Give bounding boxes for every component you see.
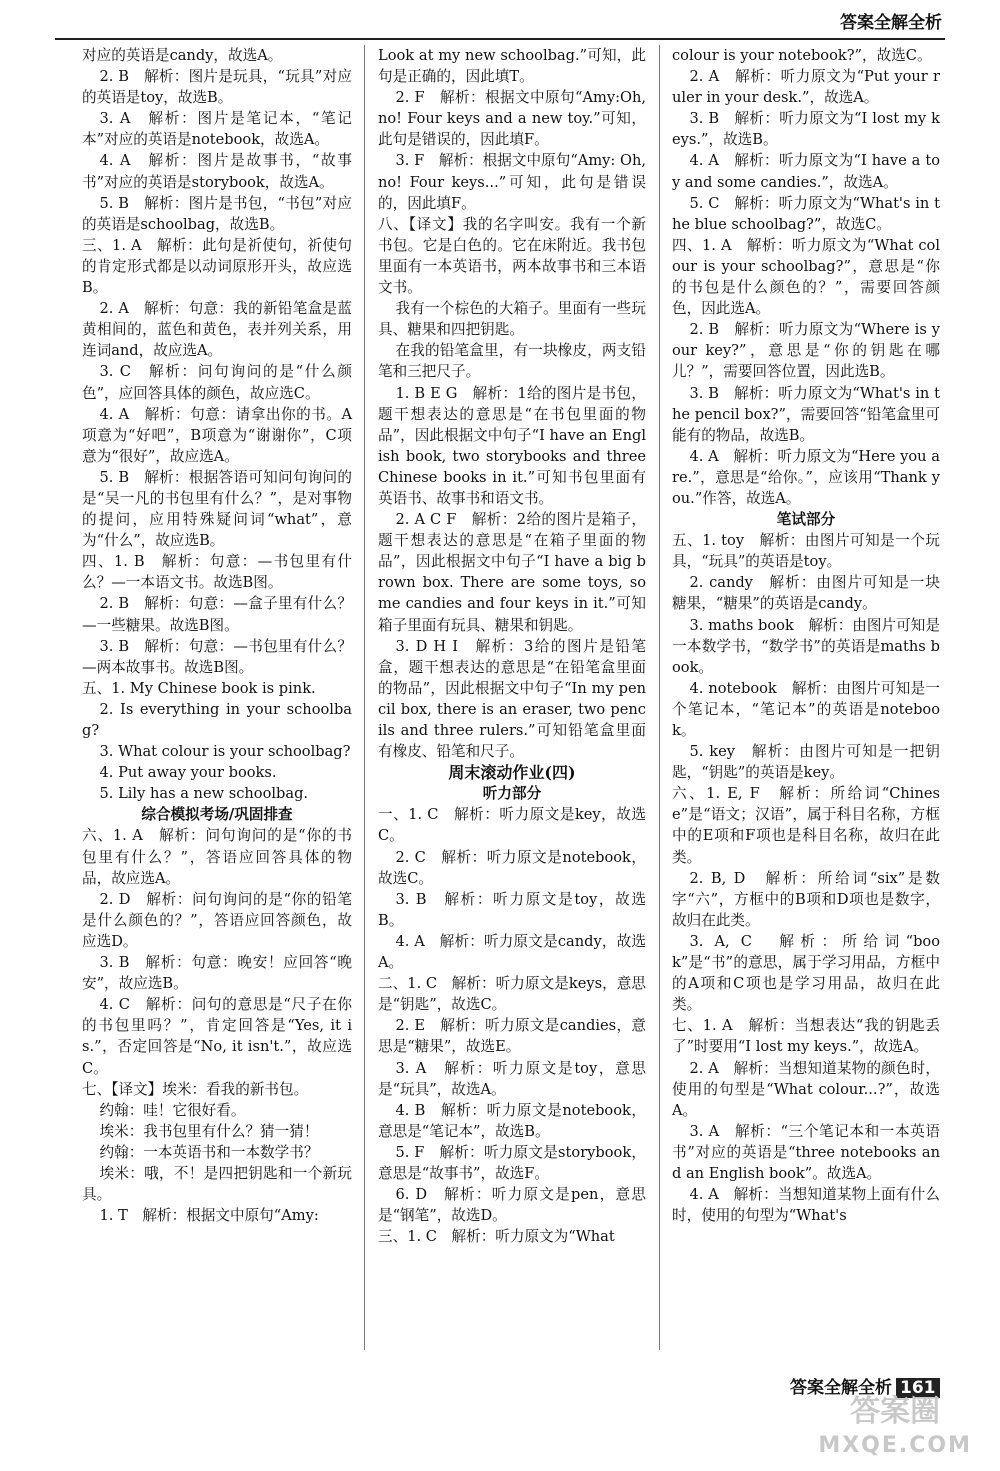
- answer-item: 5. F 解析：听力原文是storybook，意思是“故事书”，故选F。: [378, 1143, 646, 1182]
- answer-column-2: [378, 45, 646, 1247]
- answer-item: 5. Lily has a new schoolbag.: [99, 785, 309, 803]
- answer-item: 3. B 解析：句意：—书包里有什么？—两本故事书。故选B图。: [82, 637, 352, 676]
- answer-item: 5. B 解析：图片是书包，“书包”对应的英语是schoolbag，故选B。: [82, 194, 352, 233]
- answer-item: 2. D 解析：问句询问的是“你的铅笔是什么颜色的？”，答语应回答颜色，故应选D。: [82, 890, 352, 950]
- answer-item: 二、1. C 解析：听力原文是keys，意思是“钥匙”，故选C。: [378, 975, 646, 1014]
- answer-line: colour is your notebook?”，故选C。: [672, 47, 932, 64]
- section-subtitle: 笔试部分: [776, 511, 836, 529]
- answer-item: 5. key 解析：由图片可知是一把钥匙，“钥匙”的英语是key。: [672, 743, 940, 782]
- answer-item: 4. Put away your books.: [99, 764, 277, 782]
- answer-item: 一、1. C 解析：听力原文是key，故选C。: [378, 806, 646, 845]
- answer-item: 2. C 解析：听力原文是notebook，故选C。: [378, 848, 646, 887]
- answer-item: 埃米：哦，不！是四把钥匙和一个新玩具。: [82, 1164, 352, 1204]
- section-heading: 综合模拟考场/巩固排查: [141, 806, 293, 824]
- answer-item: 3. D H I 解析：3给的图片是铅笔盒，题干想表达的意思是“在铅笔盒里面的物品”，因此根据文中句子“In my pencil box, there is an eraser, two pencils and three rulers.”可知铅笔盒里面有橡皮、铅笔和尺子。: [378, 637, 646, 761]
- answer-item: 4. B 解析：听力原文是notebook，意思是“笔记本”，故选B。: [378, 1101, 646, 1140]
- answer-item: 四、1. A 解析：听力原文为“What colour is your schoolbag?”，意思是“你的书包是什么颜色的？”，需要回答颜色，因此选A。: [672, 236, 940, 318]
- answer-item: 2. candy 解析：由图片可知是一块糖果，“糖果”的英语是candy。: [672, 574, 940, 613]
- answer-item: 4. A 解析：听力原文为“I have a toy and some candies.”，故选A。: [672, 152, 940, 191]
- answer-item: 五、1. toy 解析：由图片可知是一个玩具，“玩具”的英语是toy。: [672, 532, 940, 571]
- watermark-url: MXQE.COM: [818, 1433, 972, 1458]
- answer-item: 1. T 解析：根据文中原句“Amy:: [99, 1207, 319, 1225]
- answer-item: 3. F 解析：根据文中原句“Amy: Oh, no! Four keys...”可知，此句是错误的，因此填F。: [378, 152, 646, 212]
- answer-item: 3. B 解析：句意：晚安！应回答“晚安”，故应选B。: [82, 954, 352, 993]
- answer-item: 2. B 解析：图片是玩具，“玩具”对应的英语是toy，故选B。: [82, 68, 352, 107]
- translation-paragraph: 在我的铅笔盒里，有一块橡皮，两支铅笔和三把尺子。: [378, 342, 646, 381]
- answer-item: 三、1. C 解析：听力原文为“What: [378, 1228, 615, 1246]
- answer-line: 对应的英语是candy，故选A。: [82, 47, 283, 64]
- answer-item: 五、1. My Chinese book is pink.: [82, 679, 316, 697]
- answer-item: 4. C 解析：问句的意思是“尺子在你的书包里吗？”，肯定回答是“Yes, it is.”，否定回答是“No, it isn't.”，故应选C。: [82, 996, 352, 1077]
- answer-item: 3. A 解析：图片是笔记本，“笔记本”对应的英语是notebook，故选A。: [82, 110, 352, 149]
- answer-column-1: [82, 45, 352, 1226]
- answer-item: 2. A 解析：当想知道某物的颜色时，使用的句型是“What colour...?”，故选A。: [672, 1059, 940, 1119]
- answer-line: Look at my new schoolbag.”可知，此句是正确的，因此填T。: [378, 47, 646, 86]
- answer-item: 1. B E G 解析：1给的图片是书包，题干想表达的意思是“在书包里面的物品”，因此根据文中句子“I have an English book, two storybooks and three Chinese books in it.”可知书包里面有英语书、故事书和语文书。: [378, 384, 646, 507]
- page-header-title: 答案全解全析: [840, 13, 942, 33]
- answer-item: 三、1. A 解析：此句是祈使句，祈使句的肯定形式都是以动词原形开头，故应选B。: [82, 236, 352, 297]
- answer-item: 3. What colour is your schoolbag?: [99, 743, 351, 761]
- answer-item: 埃米：我书包里有什么？猜一猜！: [99, 1122, 319, 1140]
- answer-column-3: [672, 45, 940, 1226]
- answer-item: 四、1. B 解析：句意：—书包里有什么？—一本语文书。故选B图。: [82, 553, 352, 592]
- section-subtitle: 听力部分: [482, 785, 542, 803]
- header-rule: [55, 38, 945, 40]
- answer-item: 2. E 解析：听力原文是candies，意思是“糖果”，故选E。: [378, 1017, 646, 1056]
- footer-label: 答案全解全析: [790, 1378, 892, 1398]
- answer-item: 2. B 解析：句意：—盒子里有什么？—一些糖果。故选B图。: [82, 595, 352, 634]
- answer-item: 4. notebook 解析：由图片可知是一个笔记本，“笔记本”的英语是notebook。: [672, 679, 940, 739]
- answer-item: 3. A, C 解析：所给词“book”是“书”的意思，属于学习用品，方框中的A项和C项也是学习用品，故归在此类。: [672, 932, 940, 1014]
- translation-paragraph: 我有一个棕色的大箱子。里面有一些玩具、糖果和四把钥匙。: [378, 300, 646, 339]
- page-number: 161: [896, 1378, 940, 1398]
- answer-item: 2. A 解析：听力原文为“Put your ruler in your desk.”，故选A。: [672, 68, 940, 107]
- answer-item: 4. A 解析：听力原文是candy，故选A。: [378, 932, 646, 972]
- answer-item: 4. A 解析：图片是故事书，“故事书”对应的英语是storybook，故选A。: [82, 152, 352, 191]
- watermark-logo: [818, 1395, 972, 1463]
- answer-item: 3. C 解析：问句询问的是“什么颜色”，应回答具体的颜色，故应选C。: [82, 363, 352, 402]
- answer-item: 4. A 解析：句意：请拿出你的书。A项意为“好吧”，B项意为“谢谢你”，C项意为“很好”，故应选A。: [82, 405, 352, 465]
- answer-item: 2. B 解析：听力原文为“Where is your key?”，意思是“你的钥匙在哪儿？”，需要回答位置，因此选B。: [672, 321, 940, 381]
- column-divider: [659, 45, 660, 1350]
- answer-item: 约翰：哇！它很好看。: [99, 1101, 246, 1119]
- answer-item: 2. B, D 解析：所给词“six”是数字“六”，方框中的B项和D项也是数字，故归在此类。: [672, 869, 940, 929]
- answer-item: 六、1. A 解析：问句询问的是“你的书包里有什么？”，答语应回答具体的物品，故应选A。: [82, 827, 352, 887]
- answer-item: 3. B 解析：听力原文是toy，故选B。: [378, 890, 646, 929]
- answer-item: 3. A 解析：听力原文是toy，意思是“玩具”，故选A。: [378, 1059, 646, 1098]
- answer-item: 2. A 解析：句意：我的新铅笔盒是蓝黄相间的，蓝色和黄色，表并列关系，用连词and，故应选A。: [82, 300, 352, 360]
- answer-item: 4. A 解析：听力原文为“Here you are.”，意思是“给你。”，应该用“Thank you.”作答，故选A。: [672, 447, 940, 507]
- answer-item: 3. B 解析：听力原文为“I lost my keys.”，故选B。: [672, 110, 940, 149]
- answer-item: 2. A C F 解析：2给的图片是箱子，题干想表达的意思是“在箱子里面的物品”，因此根据文中句子“I have a big brown box. There are some toys, some candies and four keys in it.”可知箱子里面有玩具、糖果和钥匙。: [378, 511, 646, 634]
- section-title: 周末滚动作业(四): [448, 763, 576, 783]
- answer-item: 2. F 解析：根据文中原句“Amy:Oh, no! Four keys and a new toy.”可知，此句是错误的，因此填F。: [378, 89, 646, 149]
- answer-item: 七、1. A 解析：当想表达“我的钥匙丢了”时要用“I lost my keys.”，故选A。: [672, 1017, 940, 1056]
- answer-item: 4. A 解析：当想知道某物上面有什么时，使用的句型为“What's: [672, 1186, 940, 1225]
- watermark-text: 答案圈: [850, 1394, 941, 1429]
- answer-item: 约翰：一本英语书和一本数学书？: [99, 1143, 319, 1161]
- answer-item: 3. B 解析：听力原文为“What's in the pencil box?”，需要回答“铅笔盒里可能有的物品，故选B。: [672, 384, 940, 444]
- column-divider: [364, 45, 365, 1350]
- answer-item: 3. maths book 解析：由图片可知是一本数学书，“数学书”的英语是maths book。: [672, 616, 940, 676]
- answer-item: 6. D 解析：听力原文是pen，意思是“钢笔”，故选D。: [378, 1186, 646, 1225]
- answer-item: 5. C 解析：听力原文为“What's in the blue schoolbag?”，故选C。: [672, 194, 940, 233]
- answer-item: 七、【译文】埃米：看我的新书包。: [82, 1080, 309, 1098]
- answer-item: 5. B 解析：根据答语可知问句询问的是“吴一凡的书包里有什么？”，是对事物的提问，应用特殊疑问词“what”，意为“什么”，故应选B。: [82, 468, 352, 550]
- answer-item: 八、【译文】我的名字叫安。我有一个新书包。它是白色的。它在床附近。我书包里面有一本英语书，两本故事书和三本语文书。: [378, 215, 646, 297]
- answer-item: 3. A 解析：“三个笔记本和一本英语书”对应的英语是“three notebooks and an English book”。故选A。: [672, 1122, 940, 1182]
- answer-item: 2. Is everything in your schoolbag?: [82, 700, 352, 739]
- answer-item: 六、1. E, F 解析：所给词“Chinese”是“语文；汉语”，属于科目名称，方框中的E项和F项也是科目名称，故归在此类。: [672, 785, 940, 866]
